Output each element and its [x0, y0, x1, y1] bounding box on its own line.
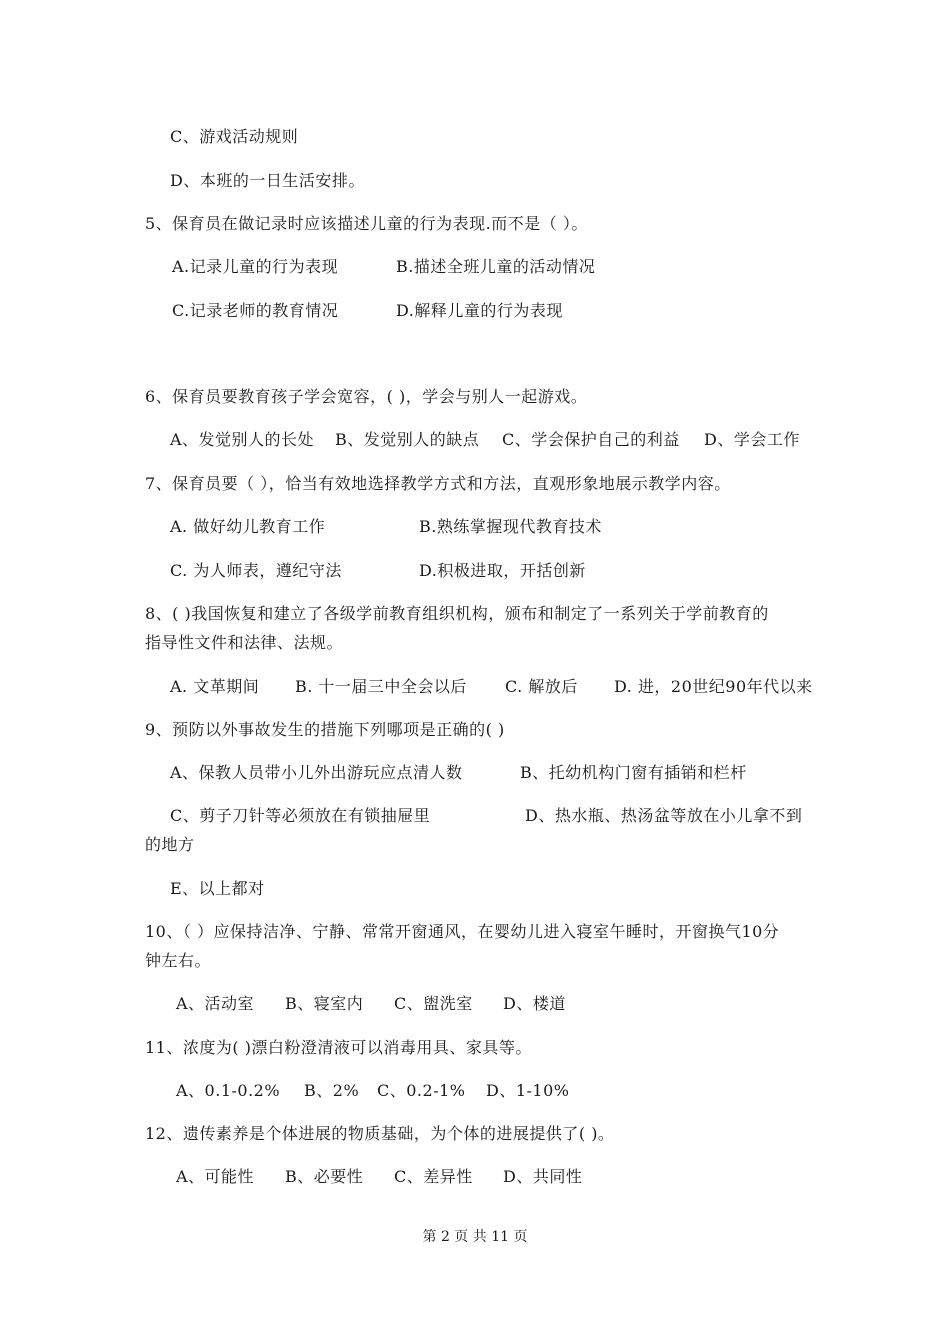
- question-12-option-b: B、必要性: [285, 1167, 364, 1186]
- question-5-stem: 5、保育员在做记录时应该描述儿童的行为表现.而不是（ ）。: [145, 214, 588, 233]
- question-8-option-a: A. 文革期间: [170, 677, 260, 696]
- question-10-option-b: B、寝室内: [285, 994, 364, 1013]
- question-11-option-c: C、0.2-1%: [377, 1081, 466, 1100]
- question-6-option-d: D、学会工作: [704, 430, 800, 449]
- question-7-option-c: C. 为人师表，遵纪守法: [170, 561, 342, 580]
- question-11-stem: 11、浓度为( )漂白粉澄清液可以消毒用具、家具等。: [145, 1038, 532, 1057]
- question-6-option-a: A、发觉别人的长处: [170, 430, 315, 449]
- question-7-option-d: D.积极进取，开括创新: [419, 561, 586, 580]
- question-5-option-c: C.记录老师的教育情况: [172, 301, 339, 320]
- question-10-option-c: C、盥洗室: [394, 994, 473, 1013]
- question-9-option-e: E、以上都对: [170, 879, 265, 898]
- question-11-option-d: D、1-10%: [486, 1081, 570, 1100]
- question-7-option-a: A. 做好幼儿教育工作: [170, 517, 326, 536]
- question-8-option-d: D. 进，20世纪90年代以来: [614, 677, 813, 696]
- question-10-stem-line1: 10、（ ）应保持洁净、宁静、常常开窗通风，在婴幼儿进入寝室午睡时，开窗换气10分: [145, 922, 780, 941]
- question-7-stem: 7、保育员要（ ），恰当有效地选择教学方式和方法，直观形象地展示教学内容。: [145, 474, 731, 493]
- question-9-option-d: D、热水瓶、热汤盆等放在小儿拿不到: [525, 806, 803, 825]
- question-6-stem: 6、保育员要教育孩子学会宽容，( )，学会与别人一起游戏。: [145, 387, 588, 406]
- option-c-text: C、游戏活动规则: [170, 127, 299, 146]
- question-10-option-a: A、活动室: [176, 994, 255, 1013]
- question-9-option-d-continued: 的地方: [145, 835, 195, 854]
- question-12-option-d: D、共同性: [503, 1167, 583, 1186]
- question-8-option-b: B. 十一届三中全会以后: [295, 677, 467, 696]
- question-9-option-a: A、保教人员带小儿外出游玩应点清人数: [170, 763, 463, 782]
- question-8-option-c: C. 解放后: [505, 677, 578, 696]
- question-10-stem-line2: 钟左右。: [145, 951, 212, 970]
- question-11-option-a: A、0.1-0.2%: [176, 1081, 281, 1100]
- question-12-option-c: C、差异性: [394, 1167, 473, 1186]
- question-8-stem-line1: 8、( )我国恢复和建立了各级学前教育组织机构，颁布和制定了一系列关于学前教育的: [145, 604, 769, 623]
- question-5-option-d: D.解释儿童的行为表现: [396, 301, 563, 320]
- question-12-option-a: A、可能性: [176, 1167, 255, 1186]
- question-9-option-c: C、剪子刀针等必须放在有锁抽屉里: [170, 806, 431, 825]
- question-9-stem: 9、预防以外事故发生的措施下列哪项是正确的( ): [145, 720, 505, 739]
- question-12-stem: 12、遗传素养是个体进展的物质基础，为个体的进展提供了( )。: [145, 1124, 615, 1143]
- question-7-option-b: B.熟练掌握现代教育技术: [419, 517, 602, 536]
- question-6-option-c: C、学会保护自己的利益: [502, 430, 680, 449]
- question-6-option-b: B、发觉别人的缺点: [335, 430, 480, 449]
- question-5-option-b: B.描述全班儿童的活动情况: [396, 257, 596, 276]
- question-5-option-a: A.记录儿童的行为表现: [172, 257, 339, 276]
- question-8-stem-line2: 指导性文件和法律、法规。: [145, 633, 344, 652]
- question-11-option-b: B、2%: [304, 1081, 360, 1100]
- page-number-footer: 第 2 页 共 11 页: [422, 1229, 528, 1245]
- question-9-option-b: B、托幼机构门窗有插销和栏杆: [520, 763, 747, 782]
- question-10-option-d: D、楼道: [503, 994, 566, 1013]
- option-d-text: D、本班的一日生活安排。: [170, 171, 365, 190]
